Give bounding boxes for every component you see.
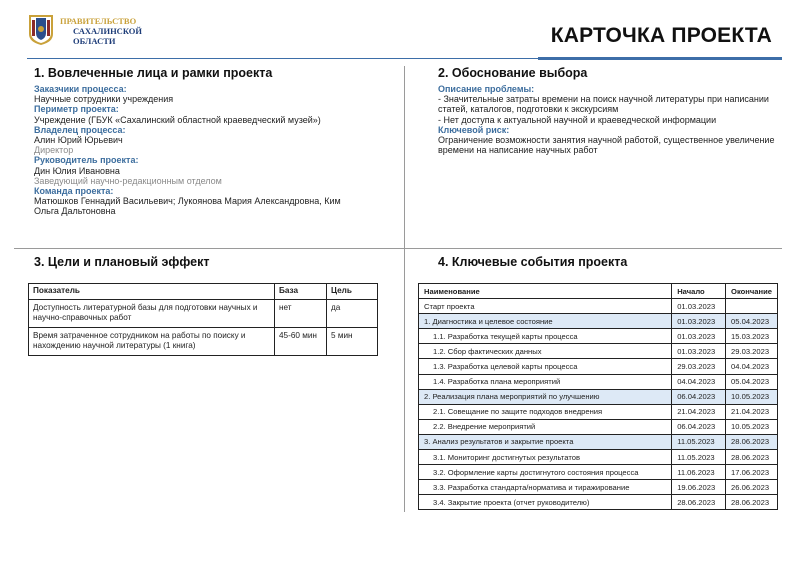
event-start: 29.03.2023	[672, 359, 726, 374]
event-end: 21.04.2023	[726, 404, 778, 419]
phase-row	[419, 434, 778, 449]
event-start: 01.03.2023	[672, 344, 726, 359]
event-start: 21.04.2023	[672, 404, 726, 419]
lead-name: Дин Юлия Ивановна	[34, 165, 120, 176]
org-line-1: ПРАВИТЕЛЬСТВО	[60, 16, 137, 26]
goals-table	[28, 283, 378, 356]
column-header: Окончание	[726, 284, 778, 299]
owner-role: Директор	[34, 145, 74, 156]
table-row	[419, 404, 778, 419]
column-header: Цель	[327, 284, 378, 300]
event-start: 01.03.2023	[672, 329, 726, 344]
owner-name: Алин Юрий Юрьевич	[34, 135, 123, 146]
indicator-cell: Доступность литературной базы для подготовки научных и научно-справочных работ	[29, 299, 275, 327]
table-row	[419, 480, 778, 495]
horizontal-divider	[14, 248, 782, 249]
event-end: 28.06.2023	[726, 434, 778, 449]
event-end: 04.04.2023	[726, 359, 778, 374]
vertical-divider	[404, 66, 405, 512]
event-name: 2.2. Внедрение мероприятий	[419, 419, 672, 434]
section-goals	[34, 255, 384, 273]
owner-label: Владелец процесса:	[34, 124, 126, 135]
table-row	[419, 344, 778, 359]
base-cell: 45-60 мин	[275, 327, 327, 355]
event-end: 28.06.2023	[726, 495, 778, 510]
event-name: 3.1. Мониторинг достигнутых результатов	[419, 450, 672, 465]
event-start: 11.05.2023	[672, 434, 726, 449]
column-header: База	[275, 284, 327, 300]
event-end: 10.05.2023	[726, 389, 778, 404]
event-name: 2.1. Совещание по защите подходов внедрения	[419, 404, 672, 419]
event-start: 11.06.2023	[672, 465, 726, 480]
event-name: Старт проекта	[419, 299, 672, 314]
table-row	[419, 374, 778, 389]
perimeter-label: Периметр проекта:	[34, 104, 119, 115]
event-start: 11.05.2023	[672, 450, 726, 465]
section-stakeholders	[34, 66, 394, 217]
page-header	[0, 0, 800, 62]
org-line-3: ОБЛАСТИ	[73, 36, 116, 46]
perimeter-value: Учреждение (ГБУК «Сахалинский областной краеведческий музей»)	[34, 114, 321, 125]
event-end: 05.04.2023	[726, 314, 778, 329]
event-start: 01.03.2023	[672, 299, 726, 314]
event-start: 06.04.2023	[672, 389, 726, 404]
event-name: 3.2. Оформление карты достигнутого состояния процесса	[419, 465, 672, 480]
event-end: 28.06.2023	[726, 450, 778, 465]
table-row	[29, 299, 378, 327]
event-name: 3. Анализ результатов и закрытие проекта	[419, 434, 672, 449]
table-row	[419, 450, 778, 465]
risk-label: Ключевой риск:	[438, 124, 510, 135]
event-name: 1. Диагностика и целевое состояние	[419, 314, 672, 329]
event-name: 3.4. Закрытие проекта (отчет руководителю)	[419, 495, 672, 510]
table-row	[419, 465, 778, 480]
event-name: 1.4. Разработка плана мероприятий	[419, 374, 672, 389]
coat-of-arms-icon	[28, 14, 54, 46]
event-start: 04.04.2023	[672, 374, 726, 389]
section-heading: 2. Обоснование выбора	[438, 66, 588, 80]
section-justification	[438, 66, 778, 155]
lead-label: Руководитель проекта:	[34, 155, 139, 166]
event-name: 1.2. Сбор фактических данных	[419, 344, 672, 359]
table-header-row	[29, 284, 378, 300]
event-end: 17.06.2023	[726, 465, 778, 480]
column-header: Начало	[672, 284, 726, 299]
column-header: Наименование	[419, 284, 672, 299]
section-heading: 4. Ключевые события проекта	[438, 255, 628, 269]
event-end: 15.03.2023	[726, 329, 778, 344]
section-key-events	[438, 255, 788, 273]
table-row	[419, 299, 778, 314]
table-row	[419, 329, 778, 344]
event-name: 1.3. Разработка целевой карты процесса	[419, 359, 672, 374]
table-row	[419, 359, 778, 374]
problem-line-2: - Нет доступа к актуальной научной и краеведческой информации	[438, 114, 717, 125]
table-header-row	[419, 284, 778, 299]
event-name: 1.1. Разработка текущей карты процесса	[419, 329, 672, 344]
event-start: 01.03.2023	[672, 314, 726, 329]
event-start: 06.04.2023	[672, 419, 726, 434]
team-label: Команда проекта:	[34, 186, 114, 197]
event-name: 2. Реализация плана мероприятий по улучшению	[419, 389, 672, 404]
organization-name	[60, 16, 142, 46]
risk-value: Ограничение возможности занятия научной работой, существенное увеличение времени на написание научных работ	[438, 135, 775, 156]
section-heading: 3. Цели и плановый эффект	[34, 255, 210, 269]
problem-line-1: - Значительные затраты времени на поиск научной литературы при написании статей, каталогов, подготовки к экскурсиям	[438, 94, 769, 115]
event-start: 19.06.2023	[672, 480, 726, 495]
customers-label: Заказчики процесса:	[34, 84, 127, 94]
event-end: 05.04.2023	[726, 374, 778, 389]
header-accent-bar	[538, 57, 782, 60]
table-row	[419, 419, 778, 434]
section-heading: 1. Вовлеченные лица и рамки проекта	[34, 66, 273, 80]
team-value: Матюшков Геннадий Васильевич; Лукоянова Мария Александровна, Ким Ольга Дальтоновна	[34, 196, 341, 217]
customers-value: Научные сотрудники учреждения	[34, 94, 174, 105]
event-end	[726, 299, 778, 314]
event-end: 29.03.2023	[726, 344, 778, 359]
table-row	[419, 495, 778, 510]
org-line-2: САХАЛИНСКОЙ	[73, 26, 143, 36]
page-title: КАРТОЧКА ПРОЕКТА	[550, 24, 772, 47]
table-row	[29, 327, 378, 355]
base-cell: нет	[275, 299, 327, 327]
phase-row	[419, 314, 778, 329]
target-cell: да	[327, 299, 378, 327]
event-end: 26.06.2023	[726, 480, 778, 495]
target-cell: 5 мин	[327, 327, 378, 355]
event-end: 10.05.2023	[726, 419, 778, 434]
indicator-cell: Время затраченное сотрудником на работы по поиску и нахождению научной литературы (1 книга)	[29, 327, 275, 355]
lead-role: Заведующий научно-редакционным отделом	[34, 175, 222, 186]
column-header: Показатель	[29, 284, 275, 300]
event-name: 3.3. Разработка стандарта/норматива и тиражирование	[419, 480, 672, 495]
phase-row	[419, 389, 778, 404]
event-start: 28.06.2023	[672, 495, 726, 510]
problem-label: Описание проблемы:	[438, 84, 535, 94]
events-table	[418, 283, 778, 510]
